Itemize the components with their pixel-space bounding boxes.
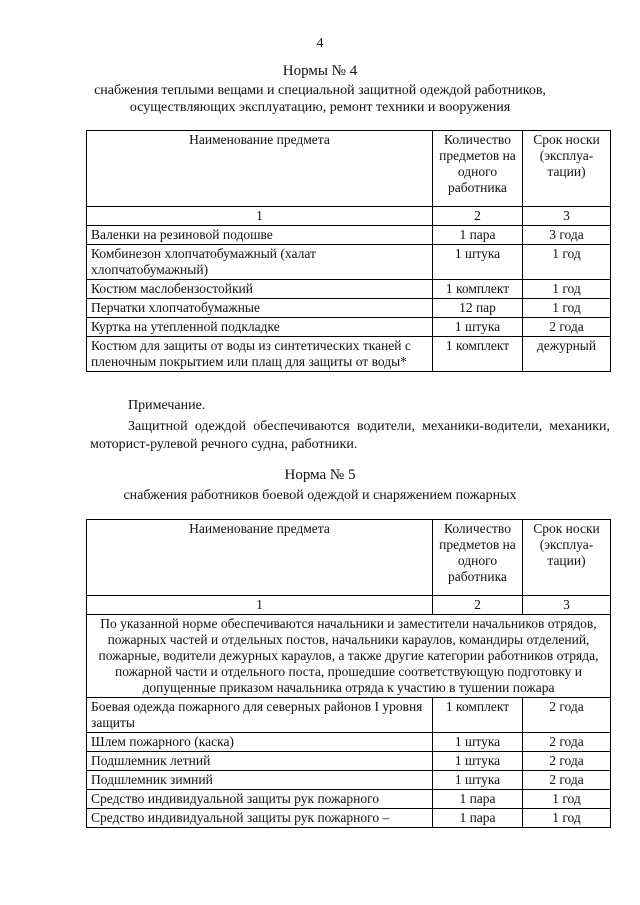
note-heading: Примечание. (128, 398, 206, 413)
item-name: Подшлемник летний (87, 752, 433, 771)
header-name: Наименование предмета (87, 131, 433, 207)
item-term: 2 года (523, 698, 611, 733)
header-term: Срок носки (эксплуа-тации) (523, 520, 611, 596)
item-term: 2 года (523, 752, 611, 771)
item-name: Шлем пожарного (каска) (87, 733, 433, 752)
item-qty: 1 штука (433, 771, 523, 790)
item-name: Валенки на резиновой подошве (87, 226, 433, 245)
table-row (87, 733, 611, 752)
item-qty: 1 штука (433, 318, 523, 337)
item-term: дежурный (523, 337, 611, 372)
norm5-subtitle: снабжения работников боевой одеждой и снаряжением пожарных (123, 488, 517, 503)
note-text: Защитной одеждой обеспечиваются водители, механики-водители, механики, моторист-рулевой речного судна, работники. (90, 419, 610, 452)
item-term: 1 год (523, 245, 611, 280)
table-row (87, 790, 611, 809)
item-name: Средство индивидуальной защиты рук пожарного – (87, 809, 433, 828)
item-qty: 1 штука (433, 245, 523, 280)
table-header-row (87, 131, 611, 207)
item-term: 1 год (523, 790, 611, 809)
item-qty: 1 комплект (433, 337, 523, 372)
item-name: Костюм для защиты от воды из синтетических тканей с пленочным покрытием или плащ для защиты от воды* (87, 337, 433, 372)
norm4-title: Нормы № 4 (282, 63, 358, 79)
item-qty: 12 пар (433, 299, 523, 318)
intro-row (87, 615, 611, 698)
table-row (87, 771, 611, 790)
item-name: Комбинезон хлопчатобумажный (халат хлопчатобумажный) (87, 245, 433, 280)
table-row (87, 245, 611, 280)
item-qty: 1 комплект (433, 698, 523, 733)
item-qty: 1 пара (433, 226, 523, 245)
item-term: 1 год (523, 280, 611, 299)
table-row (87, 226, 611, 245)
norm4-table (86, 130, 611, 372)
item-term: 1 год (523, 299, 611, 318)
norm5-title: Норма № 5 (284, 467, 356, 483)
header-qty: Количество предметов на одного работника (433, 520, 523, 596)
item-term: 3 года (523, 226, 611, 245)
item-name: Перчатки хлопчатобумажные (87, 299, 433, 318)
norm5-intro: По указанной норме обеспечиваются начальники и заместители начальников отрядов, пожарных частей и отдельных постов, начальники караулов, командиры отделений, пожарные, водители дежурных караулов, а также другие категории работников отряда, пожарной части и отдельного поста, прошедшие соответствующую подготовку и допущенные приказом начальника отряда к участию в тушении пожара (87, 615, 611, 698)
col-number: 2 (433, 207, 523, 226)
item-qty: 1 штука (433, 752, 523, 771)
header-term: Срок носки (эксплуа-тации) (523, 131, 611, 207)
col-number: 1 (87, 596, 433, 615)
header-qty: Количество предметов на одного работника (433, 131, 523, 207)
table-header-row (87, 520, 611, 596)
col-number: 3 (523, 596, 611, 615)
page-number: 4 (316, 36, 324, 51)
item-name: Куртка на утепленной подкладке (87, 318, 433, 337)
item-name: Средство индивидуальной защиты рук пожарного (87, 790, 433, 809)
table-row (87, 809, 611, 828)
item-qty: 1 штука (433, 733, 523, 752)
column-number-row (87, 596, 611, 615)
item-term: 2 года (523, 733, 611, 752)
item-qty: 1 пара (433, 790, 523, 809)
col-number: 3 (523, 207, 611, 226)
header-name: Наименование предмета (87, 520, 433, 596)
table-row (87, 337, 611, 372)
table-row (87, 698, 611, 733)
norm5-table (86, 519, 611, 828)
norm4-subtitle: снабжения теплыми вещами и специальной защитной одеждой работников, осуществляющих эксплуатацию, ремонт техники и вооружения (94, 83, 546, 115)
item-qty: 1 комплект (433, 280, 523, 299)
item-name: Боевая одежда пожарного для северных районов I уровня защиты (87, 698, 433, 733)
table-row (87, 752, 611, 771)
item-qty: 1 пара (433, 809, 523, 828)
item-name: Подшлемник зимний (87, 771, 433, 790)
column-number-row (87, 207, 611, 226)
table-row (87, 318, 611, 337)
item-name: Костюм маслобензостойкий (87, 280, 433, 299)
col-number: 1 (87, 207, 433, 226)
item-term: 2 года (523, 318, 611, 337)
table-row (87, 280, 611, 299)
item-term: 1 год (523, 809, 611, 828)
item-term: 2 года (523, 771, 611, 790)
table-row (87, 299, 611, 318)
col-number: 2 (433, 596, 523, 615)
